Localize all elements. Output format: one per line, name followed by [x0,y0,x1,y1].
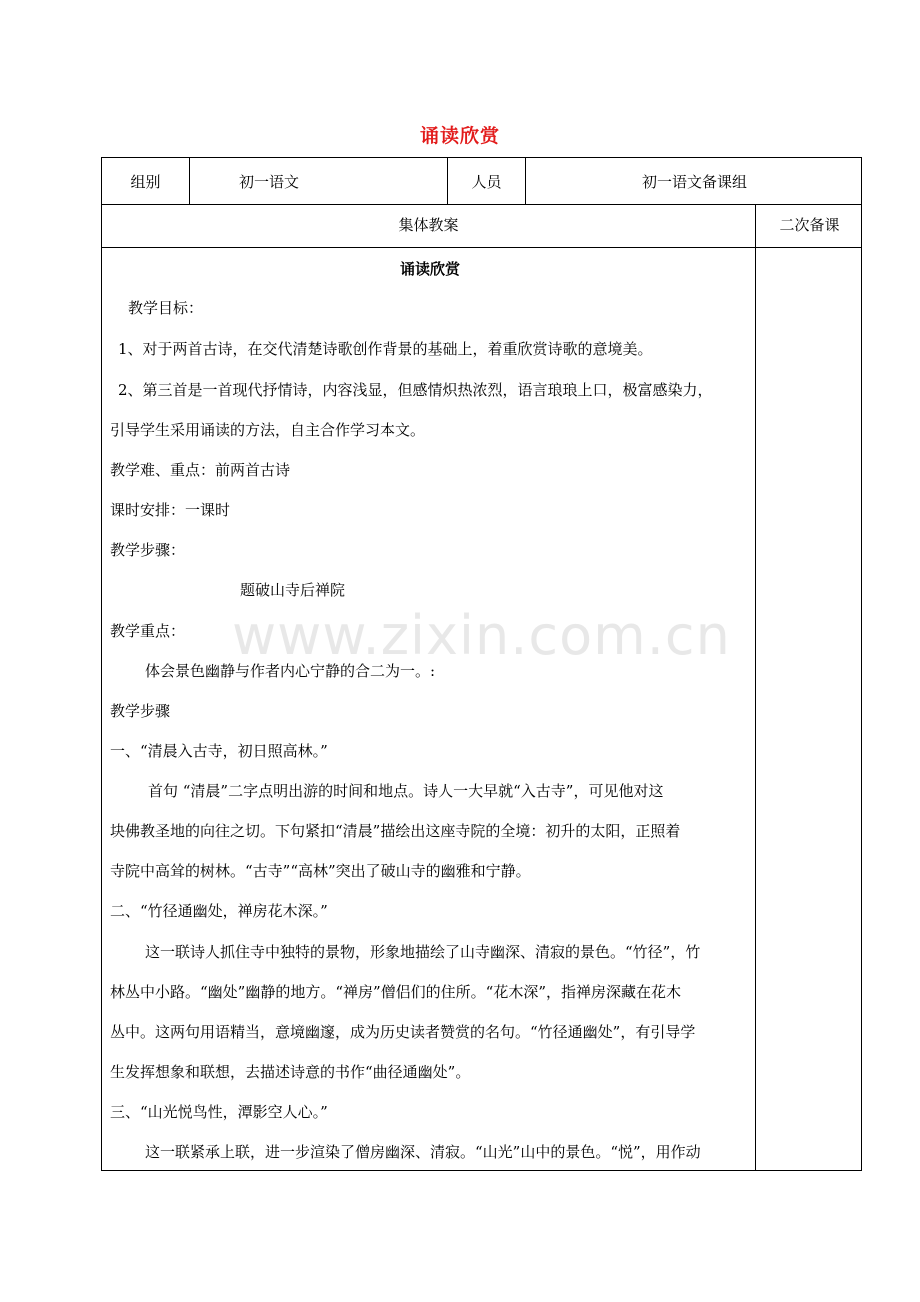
collective-plan-label: 集体教案 [398,216,459,234]
lesson-line: 这一联诗人抓住寺中独特的景物，形象地描绘了山寺幽深、清寂的景色。“竹径”，竹 [145,943,701,961]
lesson-line: 教学难、重点：前两首古诗 [110,461,291,479]
group-label: 组别 [130,173,161,191]
people-value: 初一语文备课组 [641,173,747,191]
lesson-line: 教学步骤： [110,541,186,559]
lesson-line: 林丛中小路。“幽处”幽静的地方。“禅房”僧侣们的住所。“花木深”，指禅房深藏在花木 [110,983,682,1001]
people-label: 人员 [471,173,502,191]
lesson-line: 体会景色幽静与作者内心宁静的合二为一。: [145,662,436,680]
watermark: www.zixin.com.cn [232,604,731,667]
lesson-line: 生发挥想象和联想，去描述诗意的书作“曲径通幽处”。 [110,1063,471,1081]
second-prep-label: 二次备课 [779,216,840,234]
lesson-subtitle: 诵读欣赏 [399,260,460,278]
row-divider [102,247,861,248]
lesson-line: 教学目标： [128,299,204,317]
lesson-line: 这一联紧承上联，进一步渲染了僧房幽深、清寂。“山光”山中的景色。“悦”，用作动 [145,1143,701,1161]
lesson-line: 块佛教圣地的向往之切。下句紧扣“清晨”描绘出这座寺院的全境：初升的太阳，正照着 [110,822,681,840]
lesson-line: 1、对于两首古诗，在交代清楚诗歌创作背景的基础上，着重欣赏诗歌的意境美。 [118,340,653,358]
lesson-line: 一、“清晨入古寺，初日照高林。” [110,742,328,760]
document-title: 诵读欣赏 [419,125,500,147]
lesson-line: 教学重点： [110,622,186,640]
lesson-line: 2、第三首是一首现代抒情诗，内容浅显，但感情炽热浓烈，语言琅琅上口，极富感染力， [118,381,713,399]
lesson-line: 引导学生采用诵读的方法，自主合作学习本文。 [110,421,426,439]
lesson-line: 寺院中高耸的树林。“古寺”“高林”突出了破山寺的幽雅和宁静。 [110,862,531,880]
lesson-line: 二、“竹径通幽处，禅房花木深。” [110,902,328,920]
group-value: 初一语文 [239,173,300,191]
lesson-line: 课时安排：一课时 [110,501,231,519]
row-divider [102,204,861,205]
lesson-line: 教学步骤 [110,702,171,720]
lesson-line: 丛中。这两句用语精当，意境幽邃，成为历史读者赞赏的名句。“竹径通幽处”，有引导学 [110,1023,696,1041]
lesson-line: 题破山寺后禅院 [240,581,346,599]
column-divider [755,204,756,1170]
column-divider [189,158,190,204]
lesson-line: 三、“山光悦鸟性，潭影空人心。” [110,1103,328,1121]
lesson-line: 首句 “清晨”二字点明出游的时间和地点。诗人一大早就“入古寺”，可见他对这 [148,782,664,800]
